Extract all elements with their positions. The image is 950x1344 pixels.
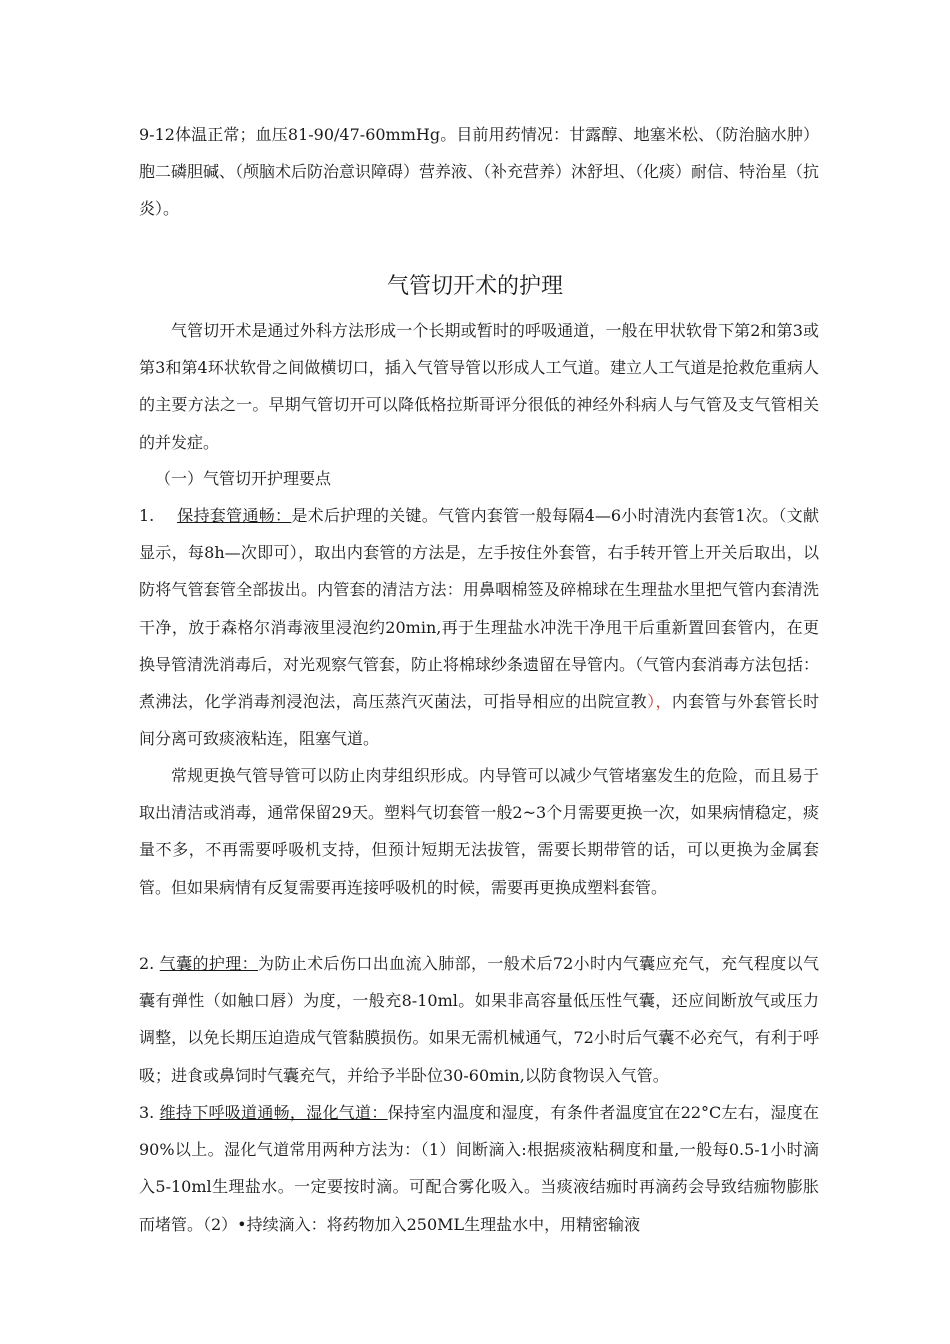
list-item-2-body: 为防止术后伤口出血流入肺部，一般术后72小时内气囊应充气，充气程度以气囊有弹性（如触口唇）为度，一般充8-10ml。如果非高容量低压性气囊，还应间断放气或压力调整，以免长期压迫造成气管黏膜损伤。如果无需机械通气，72小时后气囊不必充气，有利于呼吸；进食或鼻饲时气囊充气，并给予半卧位30-60min,以防食物误入气管。 [139, 954, 819, 1085]
page-title: 气管切开术的护理 [386, 274, 563, 299]
list-item-1-tail: 内套管与外套管长时间分离可致痰液粘连，阻塞气道。 [139, 692, 819, 749]
list-item-2-heading: 气囊的护理： [159, 954, 259, 973]
list-item-1 [139, 497, 819, 757]
list-item-1-heading: 保持套管通畅： [177, 506, 292, 525]
list-item-2 [139, 945, 819, 1094]
list-item-3 [139, 1094, 819, 1243]
tube-replacement-paragraph: 常规更换气管导管可以防止肉芽组织形成。内导管可以减少气管堵塞发生的危险，而且易于取出清洁或消毒，通常保留29天。塑料气切套管一般2~3个月需要更换一次，如果病情稳定，痰量不多，不再需要呼吸机支持，但预计短期无法拔管，需要长期带管的话，可以更换为金属套管。但如果病情有反复需要再连接呼吸机的时候，需要再更换成塑料套管。 [139, 766, 819, 897]
section-heading: （一）气管切开护理要点 [155, 469, 332, 488]
intro-paragraph: 9-12体温正常；血压81-90/47-60mmHg。目前用药情况：甘露醇、地塞米松、（防治脑水肿）胞二磷胆碱、（颅脑术后防治意识障碍）营养液、（补充营养）沐舒坦、（化痰）耐信、特治星（抗炎）。 [139, 125, 820, 219]
list-item-1-body: 是术后护理的关键。气管内套管一般每隔4—6小时清洗内套管1次。（文献显示，每8h—次即可），取出内套管的方法是，左手按住外套管，右手转开管上开关后取出，以防将气管套管全部拔出。内管套的清洁方法：用鼻咽棉签及碎棉球在生理盐水里把气管内套清洗干净，放于森格尔消毒液里浸泡约20min,再于生理盐水冲洗干净甩干后重新置回套管内，在更换导管清洗消毒后，对光观察气管套，防止将棉球纱条遗留在导管内。（气管内套消毒方法包括：煮沸法，化学消毒剂浸泡法，高压蒸汽灭菌法，可指导相应的出院宣教 [139, 506, 820, 712]
list-item-1-number: 1. [139, 506, 155, 525]
intro-definition-paragraph: 气管切开术是通过外科方法形成一个长期或暂时的呼吸通道，一般在甲状软骨下第2和第3或第3和第4环状软骨之间做横切口，插入气管导管以形成人工气道。建立人工气道是抢救危重病人的主要方法之一。早期气管切开可以降低格拉斯哥评分很低的神经外科病人与气管及支气管相关的并发症。 [139, 321, 819, 452]
list-item-3-body: 保持室内温度和湿度，有条件者温度宜在22°C左右，湿度在90%以上。湿化气道常用两种方法为：（1）间断滴入:根据痰液粘稠度和量,一般每0.5-1小时滴入5-10ml生理盐水。一定要按时滴。可配合雾化吸入。当痰液结痂时再滴药会导致结痂物膨胀而堵管。（2）•持续滴入：将药物加入250ML生理盐水中，用精密输液 [139, 1103, 819, 1234]
list-item-2-number: 2. [139, 954, 155, 973]
list-item-1-highlight: ）， [647, 692, 672, 712]
list-item-3-number: 3. [139, 1103, 155, 1122]
list-item-3-heading: 维持下呼吸道通畅，湿化气道： [159, 1103, 388, 1122]
